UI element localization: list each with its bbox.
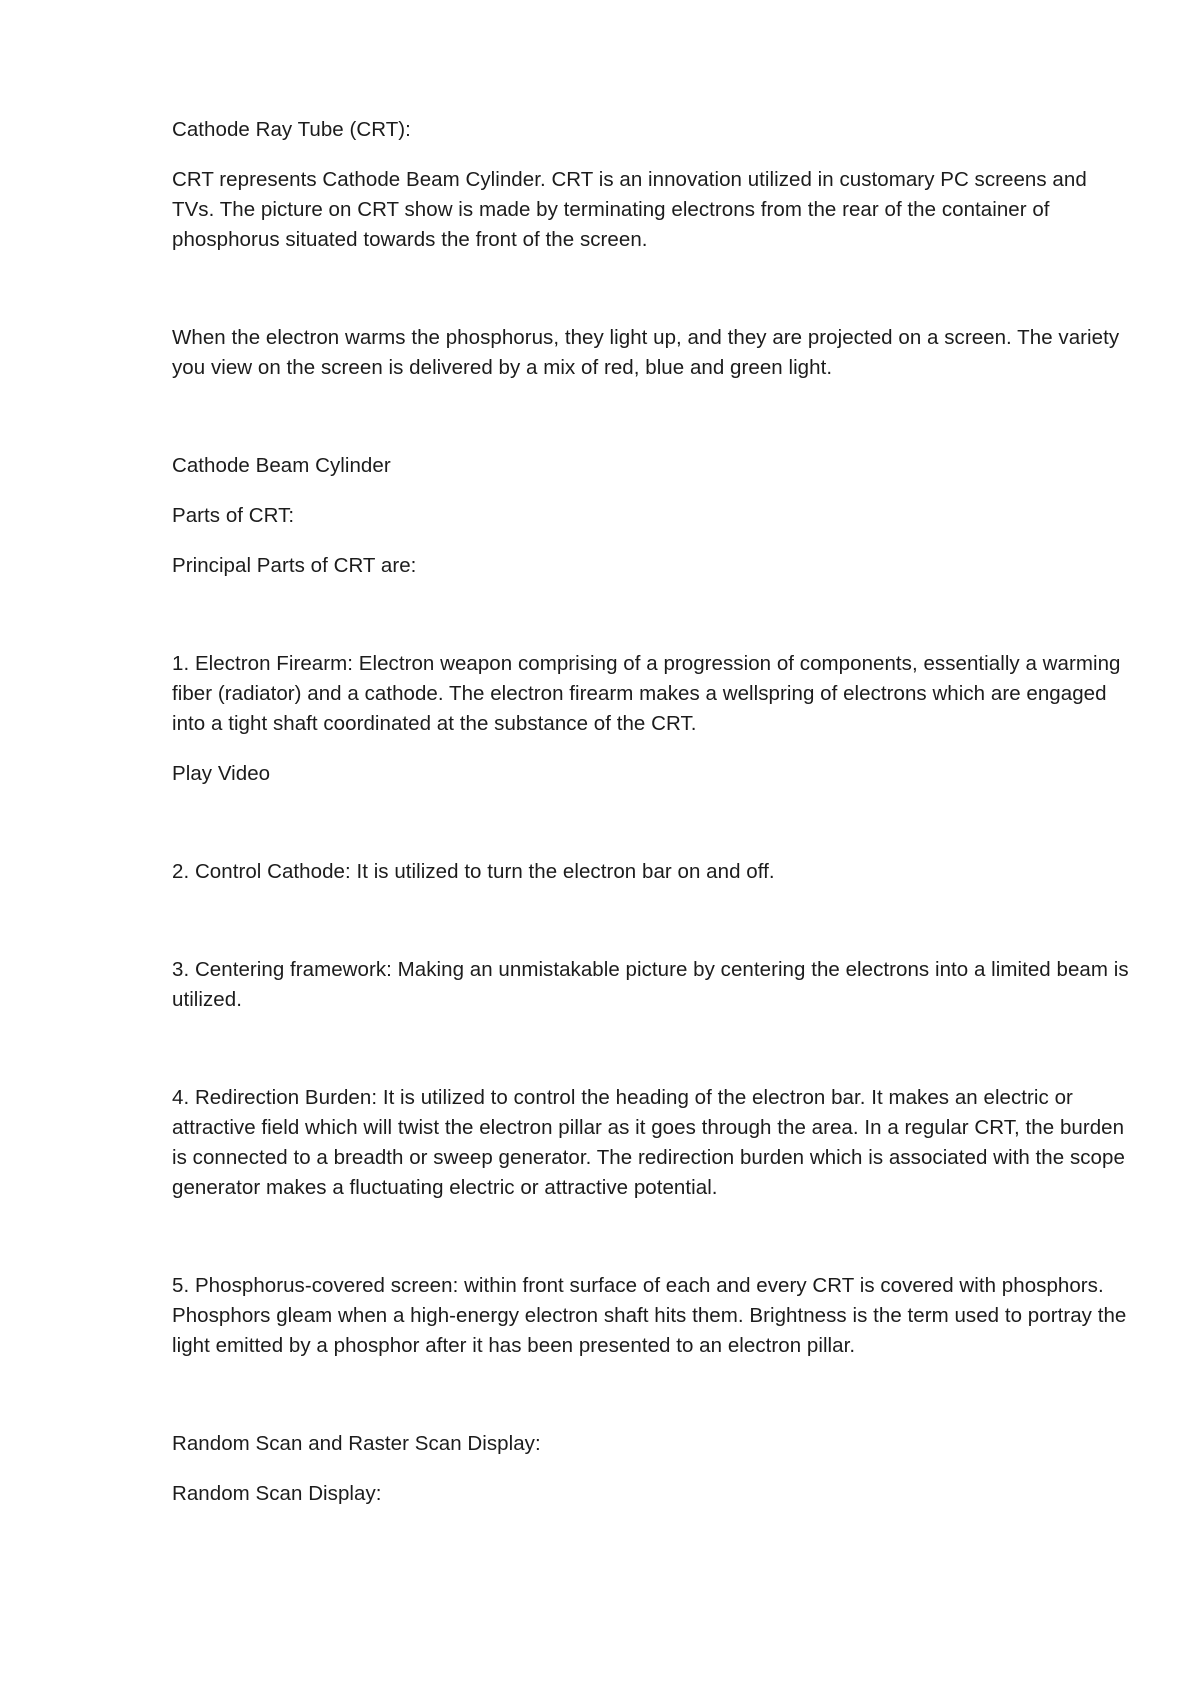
section-heading-scan-displays: Random Scan and Raster Scan Display: — [172, 1432, 541, 1455]
list-item-redirection-burden: 4. Redirection Burden: It is utilized to control the heading of the electron bar. It makes an electric or attractive field which will twist the electron pillar as it goes through the area. In a regular CRT, the burden is connected to a breadth or sweep generator. The redirection burden which is associated with the scope generator makes a fluctuating electric or attractive potential. — [172, 1086, 1125, 1199]
paragraph-crt-definition: CRT represents Cathode Beam Cylinder. CRT is an innovation utilized in customary PC screens and TVs. The picture on CRT show is made by terminating electrons from the rear of the container of phosphorus situated towards the front of the screen. — [172, 168, 1087, 251]
play-video-link[interactable]: Play Video — [172, 762, 271, 785]
list-item-control-cathode: 2. Control Cathode: It is utilized to turn the electron bar on and off. — [172, 860, 775, 883]
document-body — [172, 115, 1132, 1529]
list-item-electron-firearm: 1. Electron Firearm: Electron weapon comprising of a progression of components, essentially a warming fiber (radiator) and a cathode. The electron firearm makes a wellspring of electrons which are engaged into a tight shaft coordinated at the substance of the CRT. — [172, 652, 1121, 735]
section-heading-parts: Parts of CRT: — [172, 504, 295, 527]
paragraph-phosphorus-light: When the electron warms the phosphorus, they light up, and they are projected on a screen. The variety you view on the screen is delivered by a mix of red, blue and green light. — [172, 326, 1120, 379]
list-item-centering-framework: 3. Centering framework: Making an unmistakable picture by centering the electrons into a limited beam is utilized. — [172, 958, 1129, 1011]
section-heading-random-scan: Random Scan Display: — [172, 1482, 382, 1505]
figure-caption-cathode-beam-cylinder: Cathode Beam Cylinder — [172, 454, 391, 477]
section-heading-crt: Cathode Ray Tube (CRT): — [172, 118, 411, 141]
list-item-phosphorus-screen: 5. Phosphorus-covered screen: within front surface of each and every CRT is covered with phosphors. Phosphors gleam when a high-energy electron shaft hits them. Brightness is the term used to portray the light emitted by a phosphor after it has been presented to an electron pillar. — [172, 1274, 1127, 1357]
paragraph-principal-parts: Principal Parts of CRT are: — [172, 554, 417, 577]
